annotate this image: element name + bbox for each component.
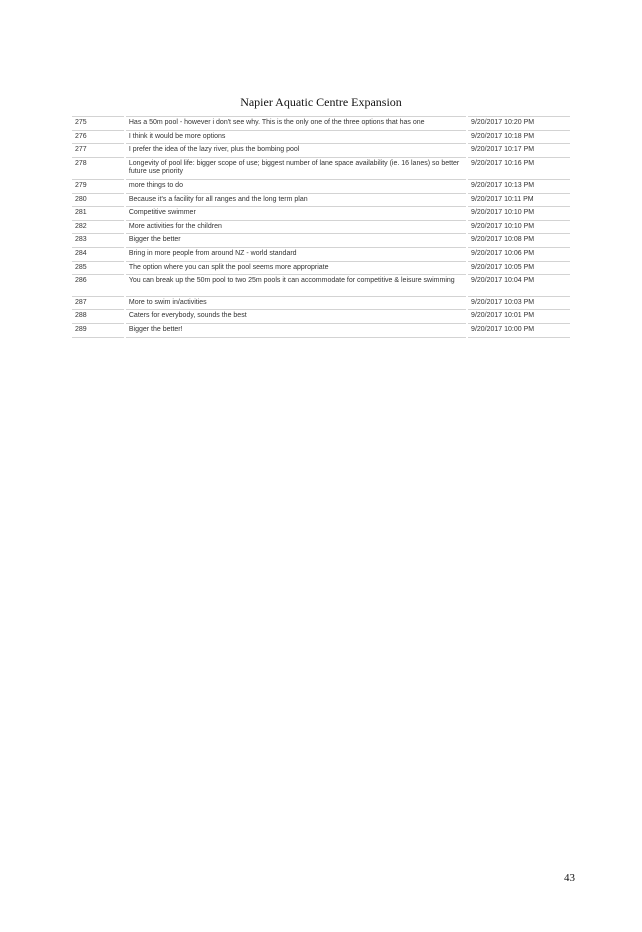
table-row xyxy=(72,247,570,261)
table-row xyxy=(72,193,570,207)
response-date: 9/20/2017 10:18 PM xyxy=(468,130,570,144)
response-date: 9/20/2017 10:10 PM xyxy=(468,220,570,234)
row-number: 289 xyxy=(72,323,124,337)
table-row xyxy=(72,179,570,193)
response-text: More activities for the children xyxy=(126,220,466,234)
row-number: 278 xyxy=(72,157,124,179)
response-date: 9/20/2017 10:20 PM xyxy=(468,117,570,131)
response-date: 9/20/2017 10:10 PM xyxy=(468,207,570,221)
row-number: 285 xyxy=(72,261,124,275)
response-text: more things to do xyxy=(126,179,466,193)
response-text: Bigger the better xyxy=(126,234,466,248)
table-row xyxy=(72,207,570,221)
response-text: Caters for everybody, sounds the best xyxy=(126,310,466,324)
table-row xyxy=(72,261,570,275)
response-text: Because it's a facility for all ranges and the long term plan xyxy=(126,193,466,207)
response-date: 9/20/2017 10:16 PM xyxy=(468,157,570,179)
response-text: Has a 50m pool - however i don't see why. This is the only one of the three options that has one xyxy=(126,117,466,131)
document-title: Napier Aquatic Centre Expansion xyxy=(240,95,402,109)
table-row xyxy=(72,157,570,179)
response-text: You can break up the 50m pool to two 25m pools it can accommodate for competitive & leisure swimming xyxy=(126,275,466,297)
response-text: Bring in more people from around NZ - world standard xyxy=(126,247,466,261)
table-row xyxy=(72,117,570,131)
table-row xyxy=(72,234,570,248)
responses-table xyxy=(72,116,570,338)
row-number: 287 xyxy=(72,296,124,310)
table-row xyxy=(72,310,570,324)
row-number: 286 xyxy=(72,275,124,297)
table-row xyxy=(72,275,570,297)
row-number: 288 xyxy=(72,310,124,324)
response-date: 9/20/2017 10:00 PM xyxy=(468,323,570,337)
row-number: 280 xyxy=(72,193,124,207)
response-date: 9/20/2017 10:13 PM xyxy=(468,179,570,193)
row-number: 283 xyxy=(72,234,124,248)
response-date: 9/20/2017 10:11 PM xyxy=(468,193,570,207)
table-row xyxy=(72,296,570,310)
table-row xyxy=(72,130,570,144)
response-text: I think it would be more options xyxy=(126,130,466,144)
response-date: 9/20/2017 10:08 PM xyxy=(468,234,570,248)
row-number: 277 xyxy=(72,144,124,158)
response-text: Competitive swimmer xyxy=(126,207,466,221)
response-date: 9/20/2017 10:05 PM xyxy=(468,261,570,275)
response-text: More to swim in/activities xyxy=(126,296,466,310)
response-date: 9/20/2017 10:01 PM xyxy=(468,310,570,324)
page-number: 43 xyxy=(564,872,575,884)
row-number: 282 xyxy=(72,220,124,234)
response-date: 9/20/2017 10:17 PM xyxy=(468,144,570,158)
response-date: 9/20/2017 10:03 PM xyxy=(468,296,570,310)
row-number: 275 xyxy=(72,117,124,131)
response-text: I prefer the idea of the lazy river, plus the bombing pool xyxy=(126,144,466,158)
row-number: 284 xyxy=(72,247,124,261)
response-text: The option where you can split the pool seems more appropriate xyxy=(126,261,466,275)
table-row xyxy=(72,220,570,234)
table-row xyxy=(72,144,570,158)
response-text: Longevity of pool life: bigger scope of use; biggest number of lane space availability (ie. 16 lanes) so better future use priority xyxy=(126,157,466,179)
row-number: 276 xyxy=(72,130,124,144)
response-date: 9/20/2017 10:04 PM xyxy=(468,275,570,297)
response-date: 9/20/2017 10:06 PM xyxy=(468,247,570,261)
table-row xyxy=(72,323,570,337)
response-text: Bigger the better! xyxy=(126,323,466,337)
row-number: 281 xyxy=(72,207,124,221)
row-number: 279 xyxy=(72,179,124,193)
